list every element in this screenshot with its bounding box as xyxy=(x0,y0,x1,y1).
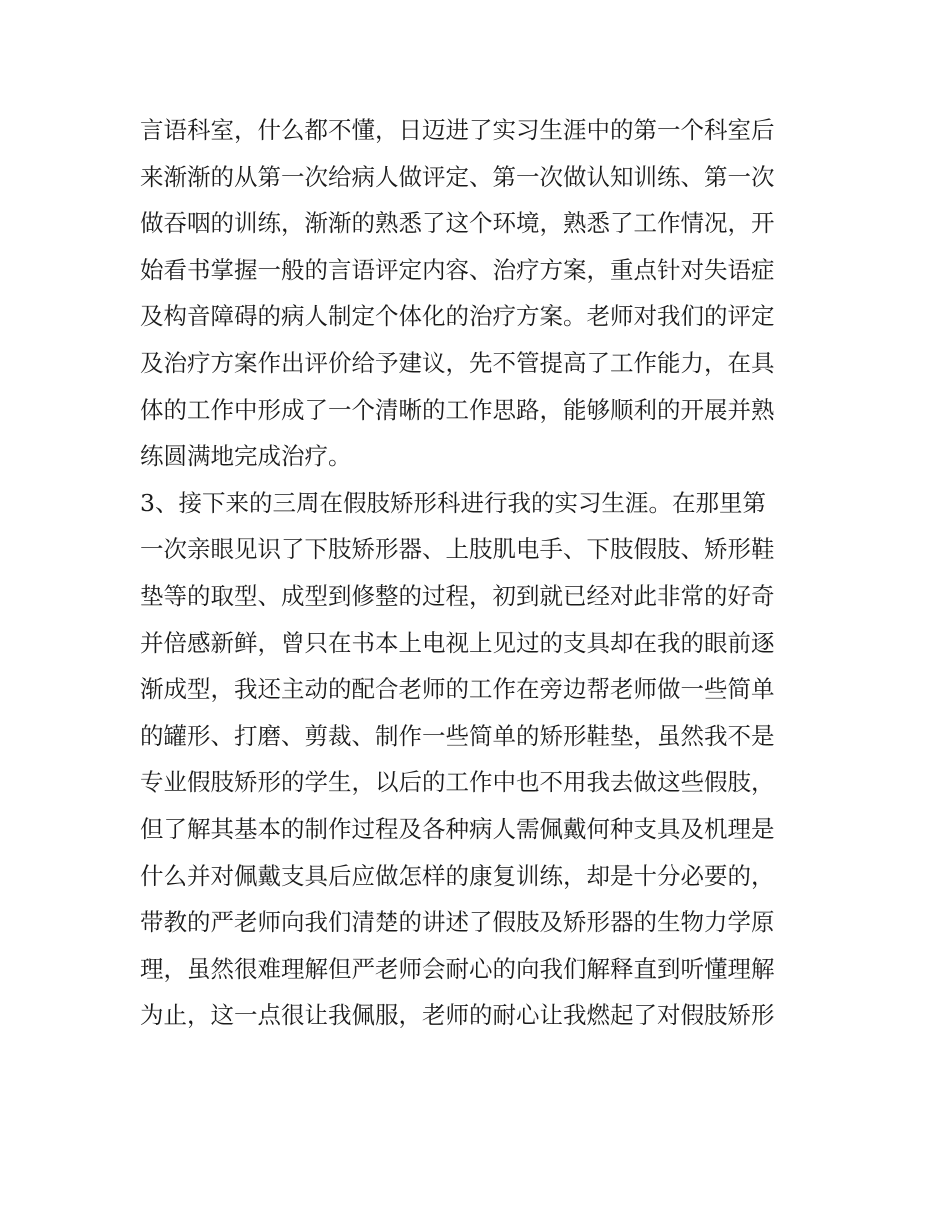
text-line: 但了解其基本的制作过程及各种病人需佩戴何种支具及机理是 xyxy=(140,814,775,843)
text-line: 及治疗方案作出评价给予建议，先不管提高了工作能力，在具 xyxy=(140,348,775,377)
text-line: 什么并对佩戴支具后应做怎样的康复训练，却是十分必要的， xyxy=(140,861,775,890)
text-line: 做吞咽的训练，渐渐的熟悉了这个环境，熟悉了工作情况，开 xyxy=(140,209,775,238)
text-line: 3、接下来的三周在假肢矫形科进行我的实习生涯。在那里第 xyxy=(140,488,766,517)
text-line: 一次亲眼见识了下肢矫形器、上肢肌电手、下肢假肢、矫形鞋 xyxy=(140,535,775,564)
text-line: 来渐渐的从第一次给病人做评定、第一次做认知训练、第一次 xyxy=(140,162,775,191)
text-line: 体的工作中形成了一个清晰的工作思路，能够顺利的开展并熟 xyxy=(140,395,775,424)
text-line: 理，虽然很难理解但严老师会耐心的向我们解释直到听懂理解 xyxy=(140,954,775,983)
text-line: 垫等的取型、成型到修整的过程，初到就已经对此非常的好奇 xyxy=(140,581,775,610)
text-line: 专业假肢矫形的学生，以后的工作中也不用我去做这些假肢， xyxy=(140,768,775,797)
text-line: 言语科室，什么都不懂，日迈进了实习生涯中的第一个科室后 xyxy=(140,116,775,144)
text-line: 并倍感新鲜，曾只在书本上电视上见过的支具却在我的眼前逐 xyxy=(140,628,775,657)
text-line: 的罐形、打磨、剪裁、制作一些简单的矫形鞋垫，虽然我不是 xyxy=(140,721,775,750)
body-text xyxy=(140,107,820,1039)
text-line: 渐成型，我还主动的配合老师的工作在旁边帮老师做一些简单 xyxy=(140,675,775,704)
text-line: 带教的严老师向我们清楚的讲述了假肢及矫形器的生物力学原 xyxy=(140,908,775,937)
text-line: 及构音障碍的病人制定个体化的治疗方案。老师对我们的评定 xyxy=(140,302,775,331)
text-line: 始看书掌握一般的言语评定内容、治疗方案，重点针对失语症 xyxy=(140,255,775,284)
text-line: 为止，这一点很让我佩服，老师的耐心让我燃起了对假肢矫形 xyxy=(140,1001,775,1030)
text-line: 练圆满地完成治疗。 xyxy=(140,442,352,471)
